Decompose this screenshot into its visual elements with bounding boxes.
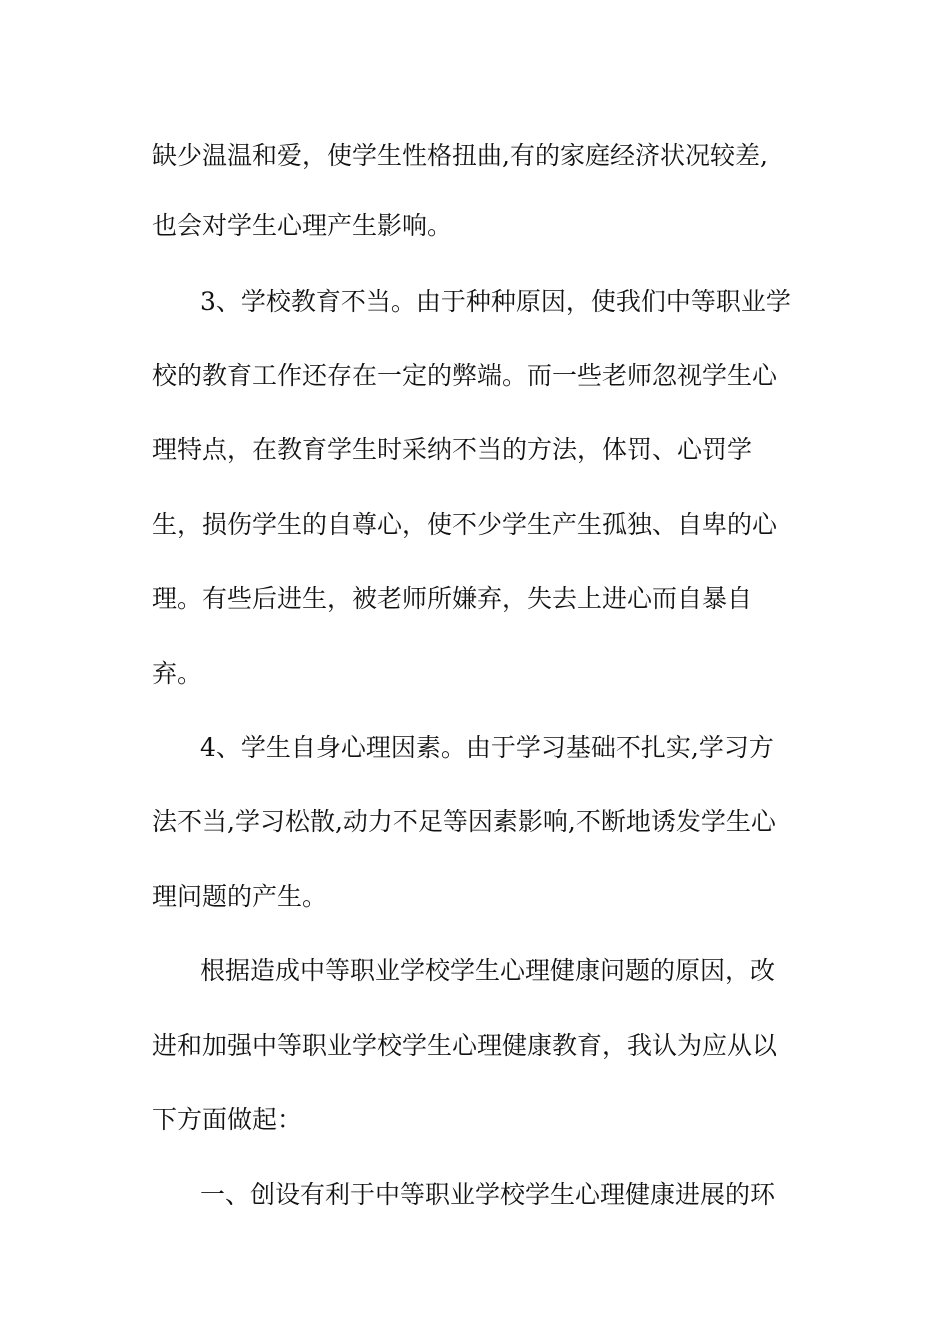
text-line: 校的教育工作还存在一定的弊端。而一些老师忽视学生心 (152, 361, 778, 390)
text-line: 缺少温温和爱，使学生性格扭曲,有的家庭经济状况较差, (152, 141, 768, 170)
text-line: 理特点，在教育学生时采纳不当的方法，体罚、心罚学 (152, 435, 753, 464)
text-line: 4、学生自身心理因素。由于学习基础不扎实,学习方 (200, 733, 774, 762)
text-line: 法不当,学习松散,动力不足等因素影响,不断地诱发学生心 (152, 807, 776, 836)
text-line: 3、学校教育不当。由于种种原因，使我们中等职业学 (200, 287, 791, 316)
text-line: 进和加强中等职业学校学生心理健康教育，我认为应从以 (152, 1031, 778, 1060)
text-line: 理问题的产生。 (152, 882, 328, 911)
text-line: 生，损伤学生的自尊心，使不少学生产生孤独、自卑的心 (152, 510, 778, 539)
text-line: 下方面做起： (152, 1105, 303, 1134)
text-line: 弃。 (152, 659, 203, 688)
text-line: 理。有些后进生，被老师所嫌弃，失去上进心而自暴自 (152, 584, 753, 613)
text-line: 一、创设有利于中等职业学校学生心理健康进展的环 (200, 1180, 776, 1209)
text-line: 也会对学生心理产生影响。 (152, 211, 453, 240)
text-line: 根据造成中等职业学校学生心理健康问题的原因，改 (200, 956, 776, 985)
